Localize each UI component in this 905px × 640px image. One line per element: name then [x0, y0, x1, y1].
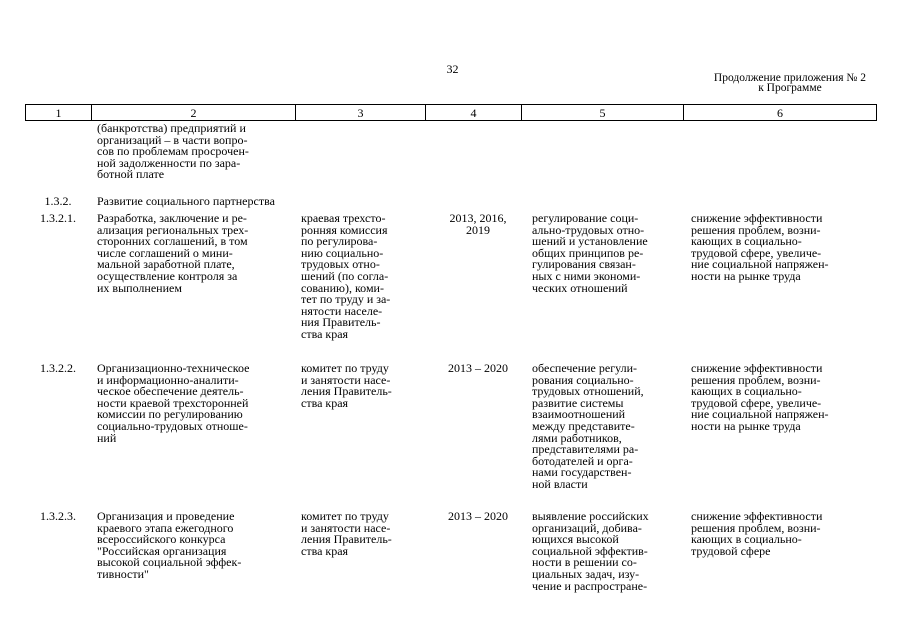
row-activity: (банкротства) предприятий и организаций – в части вопро- сов по проблемам просрочен- ной задолженности по зара- ботной плате	[97, 121, 249, 182]
row-effect: снижение эффективности решения проблем, возни- кающих в социально- трудовой сфере, увеличе- ние социальной напряжен- ности на рынке труда	[691, 211, 829, 283]
continuation-line-2: к Программе	[758, 82, 822, 94]
row-effect: снижение эффективности решения проблем, возни- кающих в социально- трудовой сфере	[691, 509, 823, 558]
row-activity: Организационно-техническое и информационно-аналити- ческое обеспечение деятель- ности краевой трехсторонней комиссии по регулированию социально-трудовых отноше- ний	[97, 361, 250, 445]
page-number: 32	[446, 62, 459, 76]
row-responsible: комитет по труду и занятости насе- ления Правитель- ства края	[301, 361, 392, 410]
row-activity: Организация и проведение краевого этапа ежегодного всероссийского конкурса "Российская организация высокой социальной эффек- тивности"	[97, 509, 242, 581]
section-title: Развитие социального партнерства	[97, 194, 275, 208]
row-responsible: комитет по труду и занятости насе- ления Правитель- ства края	[301, 509, 392, 558]
row-number: 1.3.2.3.	[40, 509, 76, 523]
header-row	[26, 105, 877, 121]
appendix-continuation-note	[714, 73, 866, 93]
header-col-3: 3	[296, 105, 426, 121]
header-col-4: 4	[426, 105, 522, 121]
row-effect: снижение эффективности решения проблем, возни- кающих в социально- трудовой сфере, увеличе- ние социальной напряжен- ности на рынке труда	[691, 361, 829, 433]
header-col-1: 1	[26, 105, 92, 121]
header-col-2: 2	[92, 105, 296, 121]
row-result: обеспечение регули- рования социально- трудовых отношений, развитие системы взаимоотношений между представите- лями работников, представителями ра- ботодателей и орга- нами государствен- ной власти	[532, 361, 644, 491]
header-col-5: 5	[522, 105, 684, 121]
row-activity: Разработка, заключение и ре- ализация региональных трех- сторонних соглашений, в том числе соглашений о мини- мальной заработной плате, осуществление контроля за их выполнением	[97, 211, 249, 295]
row-period: 2013 – 2020	[448, 361, 508, 375]
section-number: 1.3.2.	[44, 194, 72, 208]
continuation-line-1: Продолжение приложения № 2	[713, 72, 866, 84]
row-period: 2013, 2016, 2019	[449, 211, 507, 237]
row-period: 2013 – 2020	[448, 509, 508, 523]
row-result: выявление российских организаций, добива- ющихся высокой социальной эффектив- ности в решении со- циальных задач, изу- чение и распростране-	[532, 509, 649, 593]
row-number: 1.3.2.2.	[40, 361, 76, 375]
row-responsible: краевая трехсто- ронняя комиссия по регулирова- нию социально- трудовых отно- шений (по согла- сованию), коми- тет по труду и за- нятости населе- ния Правитель- ства края	[301, 211, 391, 341]
column-number-header	[25, 104, 877, 121]
row-result: регулирование соци- ально-трудовых отно- шений и установление общих принципов ре- гулирования связан- ных с ними экономи- ческих отношений	[532, 211, 648, 295]
header-col-6: 6	[684, 105, 877, 121]
row-number: 1.3.2.1.	[40, 211, 76, 225]
